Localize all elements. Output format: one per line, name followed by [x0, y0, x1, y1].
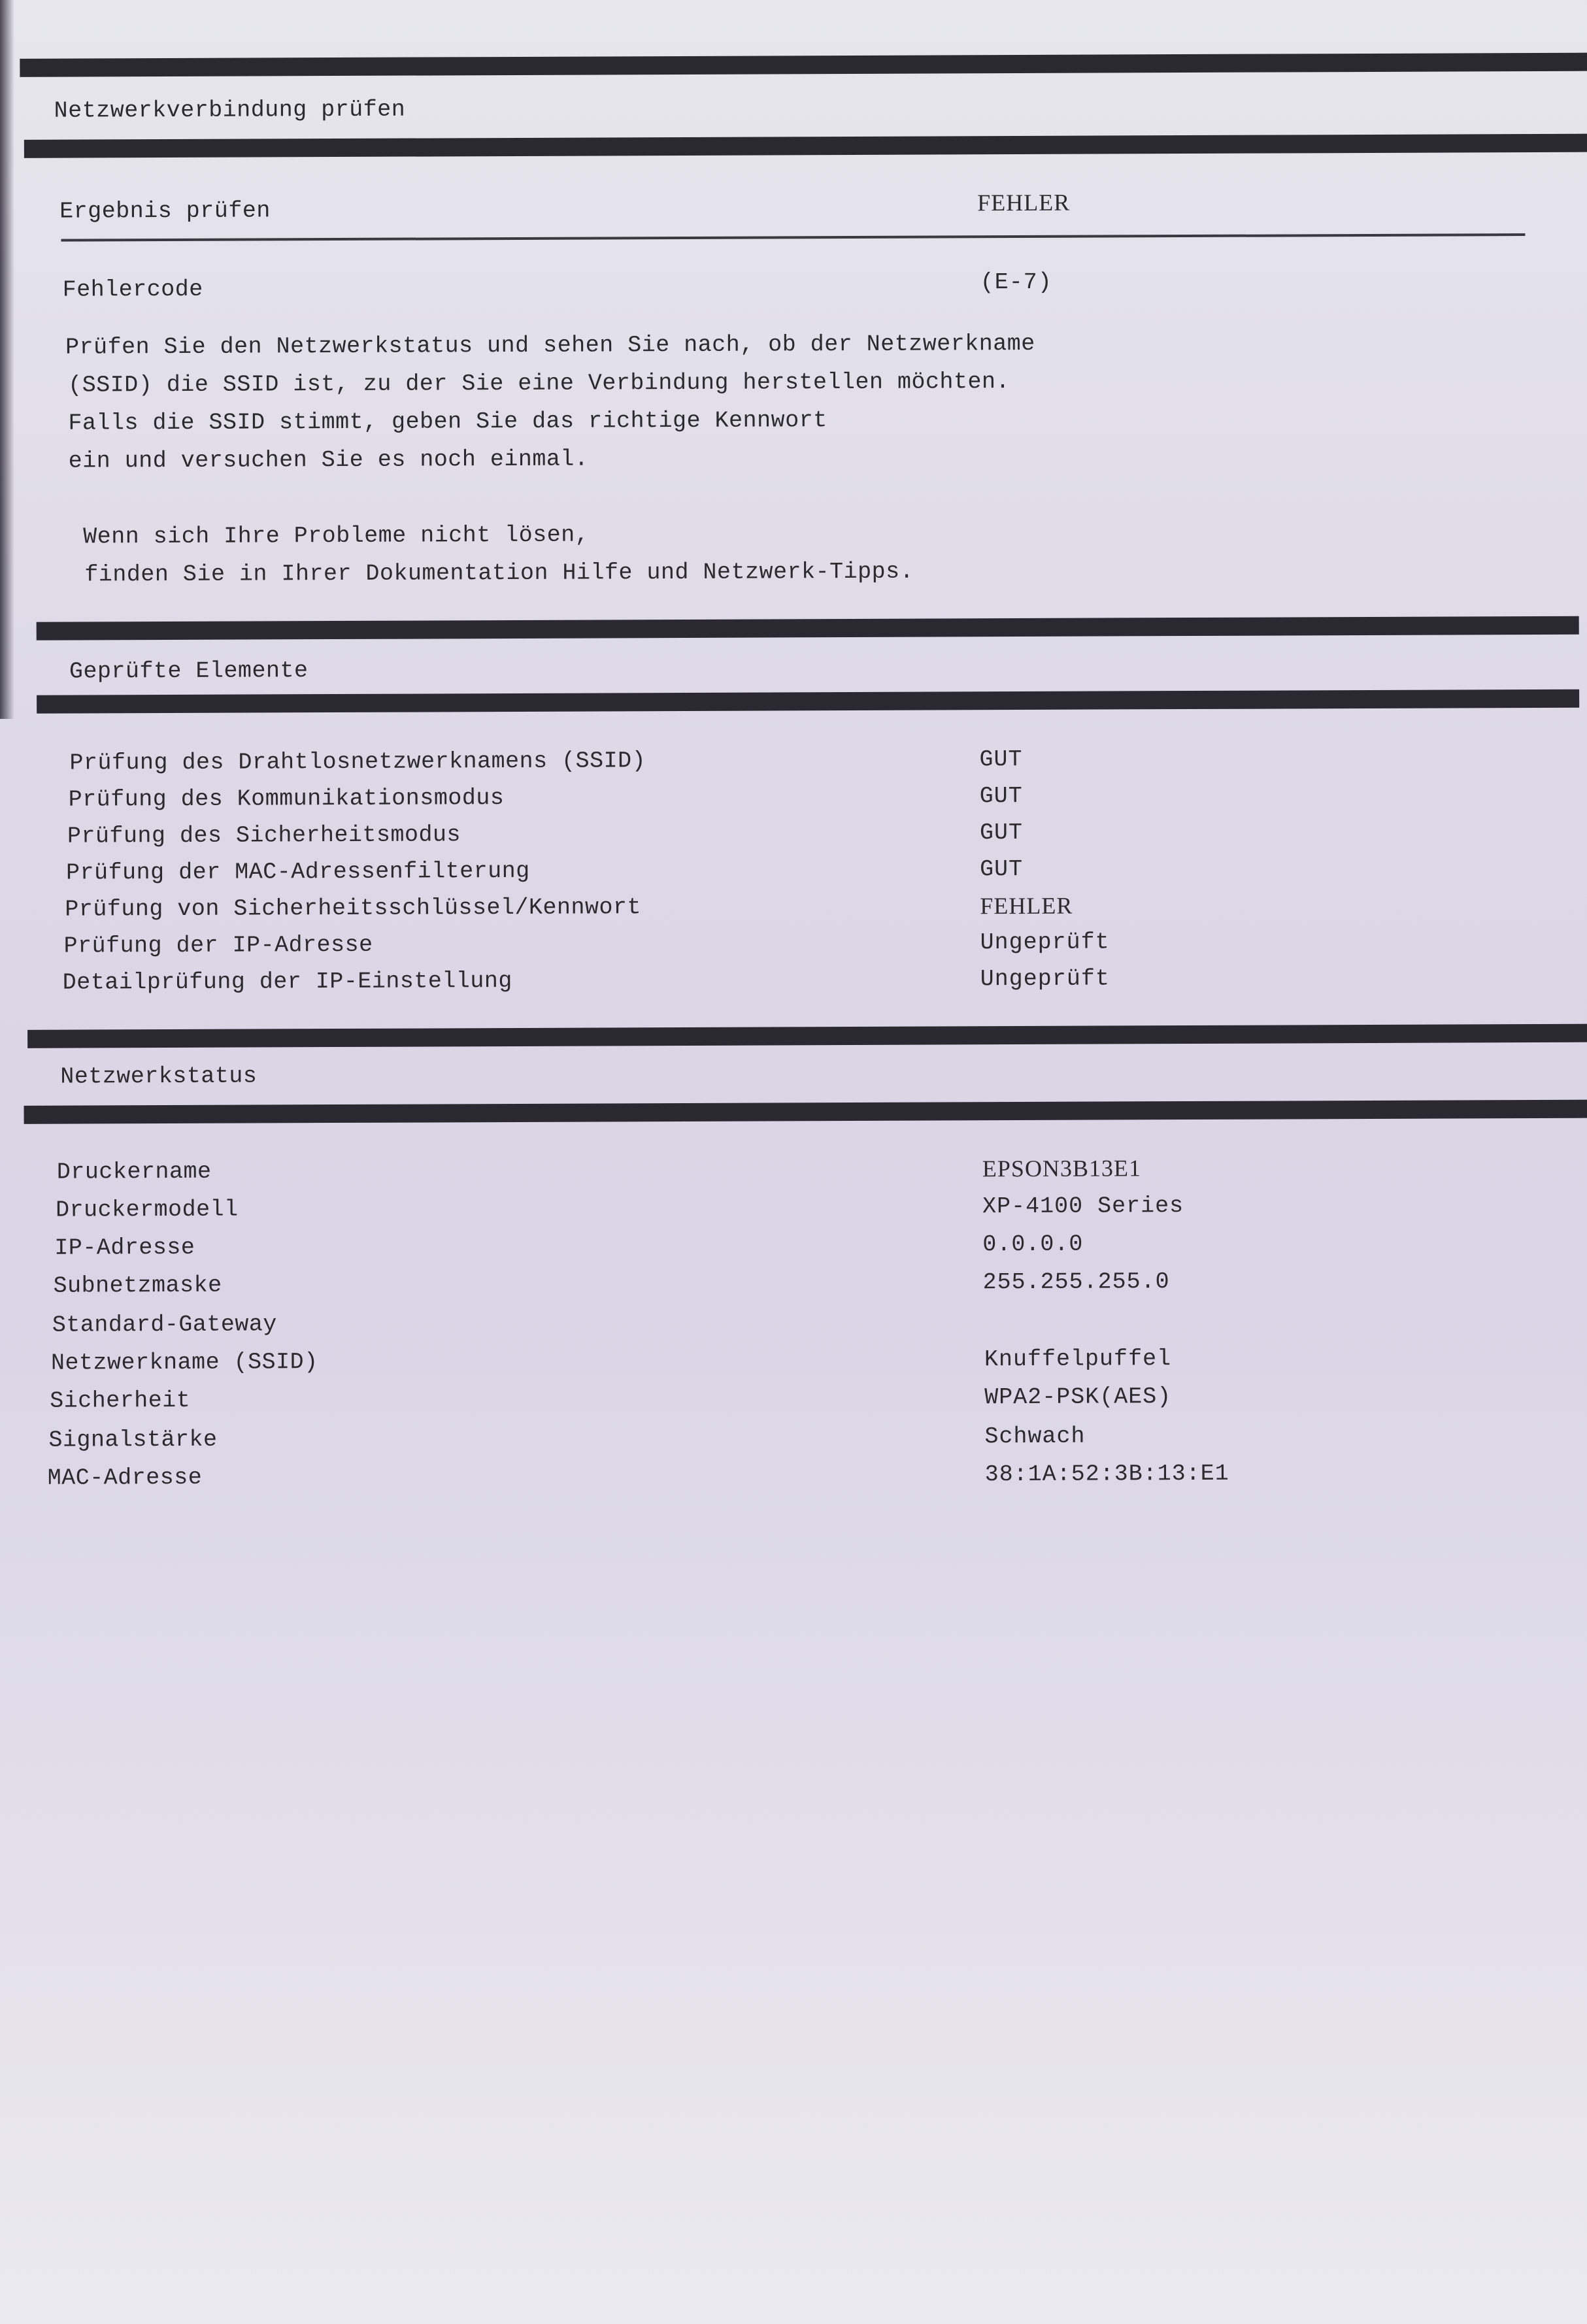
check-item-label: Prüfung des Drahtlosnetzwerknamens (SSID) [69, 748, 646, 776]
checked-title: Geprüfte Elemente [69, 657, 309, 685]
status-item-label: Sicherheit [50, 1387, 191, 1414]
check-item-value: GUT [979, 746, 1023, 773]
status-item-value: Schwach [984, 1423, 1086, 1450]
status-item-label: MAC-Adresse [47, 1464, 203, 1491]
check-item-value: GUT [979, 820, 1023, 846]
status-item-label: Standard-Gateway [52, 1311, 277, 1338]
help-line: Wenn sich Ihre Probleme nicht lösen, [83, 522, 590, 550]
status-item-value: 38:1A:52:3B:13:E1 [984, 1460, 1229, 1488]
header-bottom-rule [24, 134, 1587, 158]
status-item-label: IP-Adresse [54, 1234, 195, 1261]
status-top-rule [27, 1024, 1587, 1048]
check-item-label: Prüfung des Sicherheitsmodus [67, 822, 461, 850]
check-item-label: Prüfung von Sicherheitsschlüssel/Kennwort [65, 894, 642, 923]
message-line: Falls die SSID stimmt, geben Sie das richtige Kennwort [68, 407, 827, 437]
status-item-label: Signalstärke [48, 1426, 218, 1453]
status-bottom-rule [24, 1100, 1587, 1124]
check-item-value: FEHLER [980, 892, 1073, 920]
header-top-rule [20, 53, 1587, 77]
help-line: finden Sie in Ihrer Dokumentation Hilfe und Netzwerk-Tipps. [84, 558, 914, 588]
report-title: Netzwerkverbindung prüfen [54, 96, 406, 124]
message-line: ein und versuchen Sie es noch einmal. [68, 446, 589, 474]
check-item-label: Prüfung des Kommunikationsmodus [68, 785, 505, 813]
check-item-label: Prüfung der IP-Adresse [63, 931, 373, 959]
check-item-value: GUT [980, 856, 1024, 883]
error-code-label: Fehlercode [62, 276, 203, 303]
status-item-label: Netzwerkname (SSID) [50, 1349, 318, 1376]
status-item-label: Subnetzmaske [53, 1272, 222, 1299]
check-item-label: Prüfung der MAC-Adressenfilterung [66, 857, 530, 886]
status-item-value: 255.255.255.0 [982, 1269, 1170, 1296]
status-item-value: XP-4100 Series [982, 1193, 1184, 1220]
status-item-label: Druckermodell [56, 1196, 239, 1223]
status-item-value: EPSON3B13E1 [982, 1155, 1141, 1182]
message-line: Prüfen Sie den Netzwerkstatus und sehen Sie nach, ob der Netzwerkname [65, 330, 1035, 361]
status-item-value: 0.0.0.0 [982, 1231, 1084, 1258]
check-item-value: Ungeprüft [980, 965, 1110, 993]
result-value: FEHLER [977, 189, 1071, 216]
status-item-value: Knuffelpuffel [984, 1346, 1172, 1373]
check-item-value: Ungeprüft [980, 929, 1110, 956]
checked-top-rule [37, 616, 1579, 640]
result-divider [61, 233, 1525, 242]
message-line: (SSID) die SSID ist, zu der Sie eine Verbindung herstellen möchten. [68, 369, 1011, 399]
check-item-value: GUT [979, 783, 1023, 810]
result-label: Ergebnis prüfen [59, 197, 271, 225]
check-item-label: Detailprüfung der IP-Einstellung [62, 968, 512, 996]
error-code-value: (E-7) [980, 269, 1052, 296]
status-title: Netzwerkstatus [60, 1063, 258, 1090]
checked-bottom-rule [37, 689, 1579, 714]
status-item-value: WPA2-PSK(AES) [984, 1384, 1172, 1411]
status-item-label: Druckername [56, 1158, 212, 1186]
